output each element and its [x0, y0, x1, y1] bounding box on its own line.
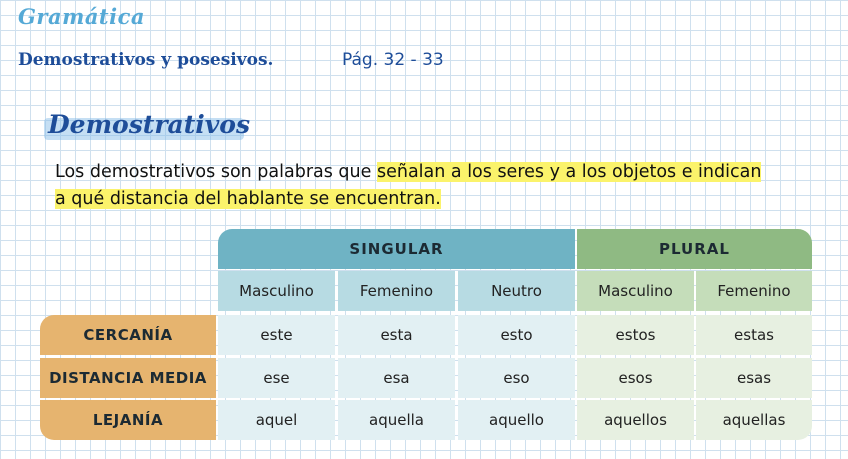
table-cell: este	[218, 315, 335, 355]
table-cell: aquella	[338, 400, 455, 440]
row-label-lejania: LEJANÍA	[40, 400, 216, 440]
subheader-singular-femenino: Femenino	[338, 271, 455, 311]
section-title	[48, 110, 250, 139]
subheader-singular-neutro: Neutro	[458, 271, 575, 311]
table-cell: aquellas	[696, 400, 812, 440]
table-cell: esta	[338, 315, 455, 355]
paragraph-plain-text: Los demostrativos son palabras que	[55, 162, 377, 182]
table-cell: eso	[458, 358, 575, 398]
table-cell: aquel	[218, 400, 335, 440]
paragraph-highlight-2: a qué distancia del hablante se encuentran.	[55, 189, 441, 209]
paragraph-highlight-1: señalan a los seres y a los objetos e indican	[376, 162, 762, 182]
row-label-cercania: CERCANÍA	[40, 315, 216, 355]
section-title-text: Demostrativos	[48, 110, 251, 139]
table-cell: estas	[696, 315, 812, 355]
header-singular: SINGULAR	[218, 229, 575, 269]
table-cell: esto	[458, 315, 575, 355]
table-cell: estos	[577, 315, 694, 355]
header-plural: PLURAL	[577, 229, 812, 269]
page-reference: Pág. 32 - 33	[342, 50, 444, 70]
demonstratives-table	[40, 229, 812, 440]
lesson-subtitle: Demostrativos y posesivos.	[18, 50, 274, 70]
subheader-singular-masculino: Masculino	[218, 271, 335, 311]
page-header-title: Gramática	[18, 4, 146, 29]
table-cell: aquellos	[577, 400, 694, 440]
row-label-distancia-media: DISTANCIA MEDIA	[40, 358, 216, 398]
table-cell: esas	[696, 358, 812, 398]
table-cell: ese	[218, 358, 335, 398]
subheader-plural-masculino: Masculino	[577, 271, 694, 311]
subheader-plural-femenino: Femenino	[696, 271, 812, 311]
table-cell: esos	[577, 358, 694, 398]
table-cell: esa	[338, 358, 455, 398]
definition-paragraph	[55, 159, 815, 213]
table-cell: aquello	[458, 400, 575, 440]
